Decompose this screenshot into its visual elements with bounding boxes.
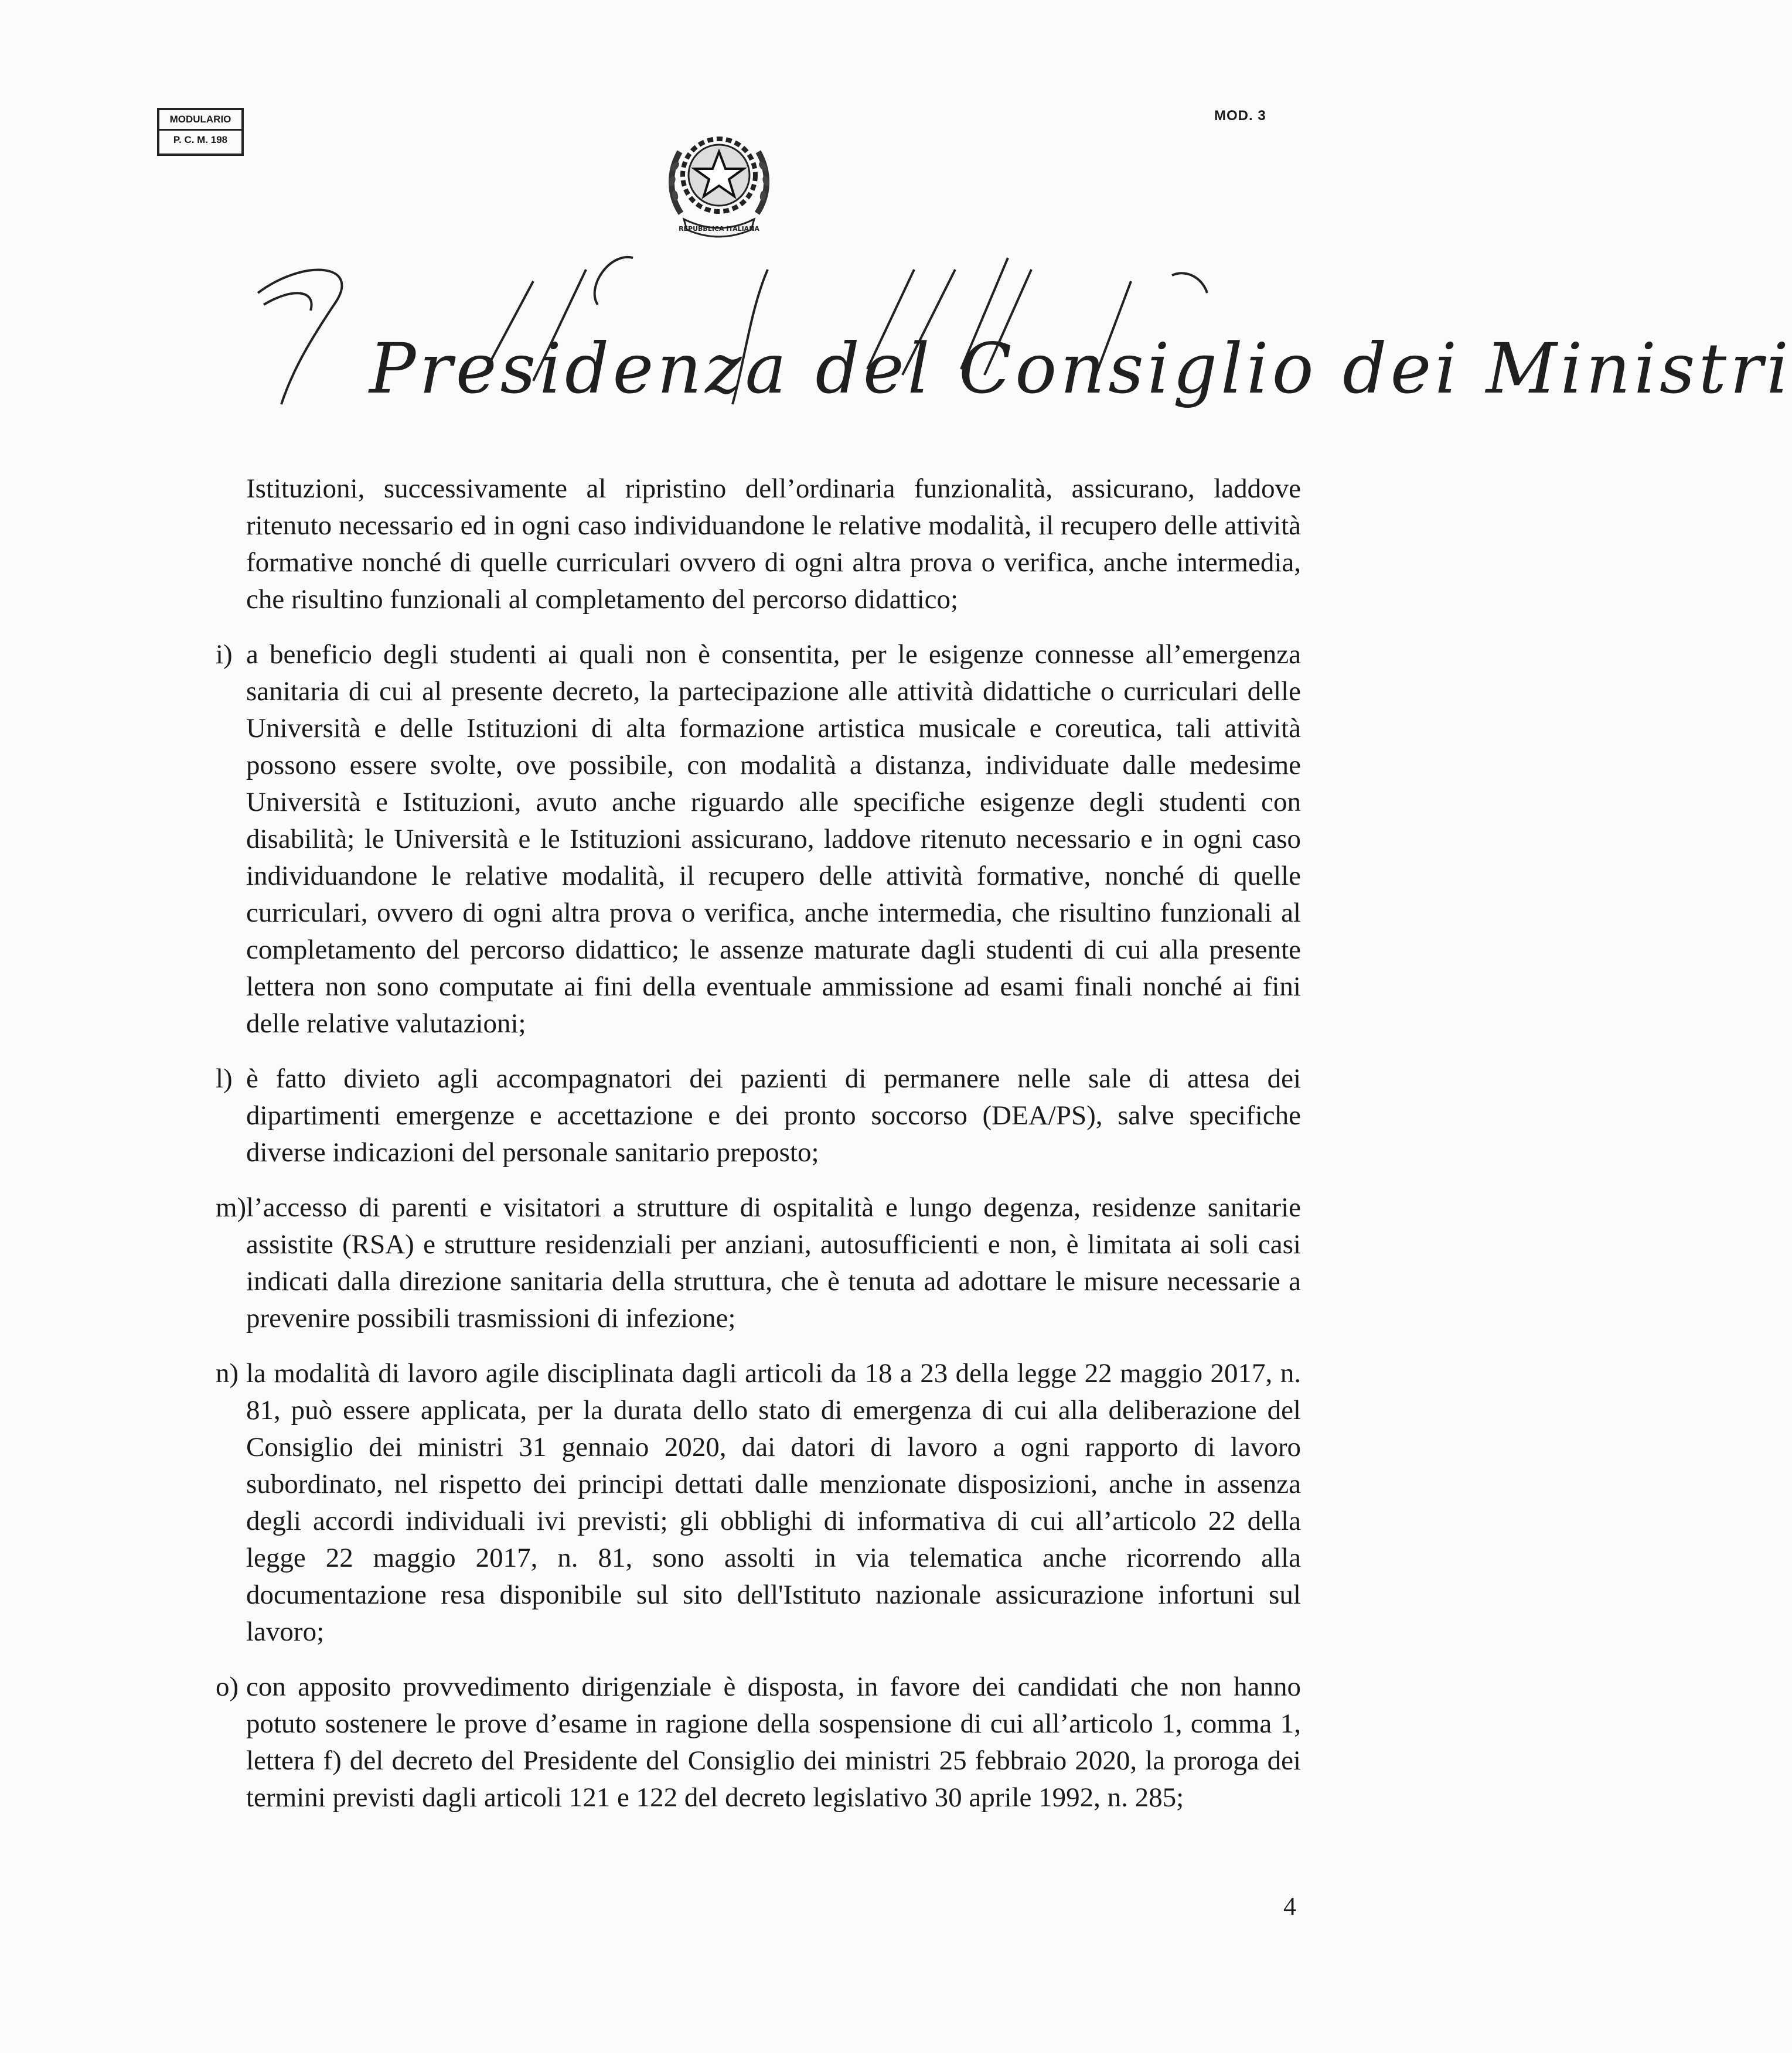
- modulario-stamp: [157, 108, 244, 156]
- modulario-line-1: MODULARIO: [159, 110, 241, 131]
- letterhead-title: [176, 234, 1792, 410]
- emblem-ribbon-text: REPUBBLICA ITALIANA: [679, 225, 759, 233]
- list-item-text: l’accesso di parenti e visitatori a strutture di ospitalità e lungo degenza, residenze sanitarie assistite (RSA) e strutture residenziali per anziani, autosufficienti e non, è limitata ai soli casi indicati dalla direzione sanitaria della struttura, che è tenuta ad adottare le misure necessarie a prevenire possibili trasmissioni di infezione;: [246, 1192, 1301, 1334]
- list-item-text: è fatto divieto agli accompagnatori dei pazienti di permanere nelle sale di attesa dei dipartimenti emergenze e accettazione e dei pronto soccorso (DEA/PS), salve specifiche diverse indicazioni del personale sanitario preposto;: [246, 1063, 1301, 1168]
- republic-emblem-icon: [657, 120, 781, 243]
- list-item-text: con apposito provvedimento dirigenziale è disposta, in favore dei candidati che non hanno potuto sostenere le prove d’esame in ragione della sospensione di cui all’articolo 1, comma 1, lettera f) del decreto del Presidente del Consiglio dei ministri 25 febbraio 2020, la proroga dei termini previsti dagli articoli 121 e 122 del decreto legislativo 30 aprile 1992, n. 285;: [246, 1672, 1301, 1813]
- list-item-n: [218, 1355, 1301, 1650]
- list-item-text: la modalità di lavoro agile disciplinata dagli articoli da 18 a 23 della legge 22 maggio 2017, n. 81, può essere applicata, per la durata dello stato di emergenza di cui alla deliberazione del Consiglio dei ministri 31 gennaio 2020, dai datori di lavoro a ogni rapporto di lavoro subordinato, nel rispetto dei principi dettati dalle menzionate disposizioni, anche in assenza degli accordi individuali ivi previsti; gli obblighi di informativa di cui all’articolo 22 della legge 22 maggio 2017, n. 81, sono assolti in via telematica anche ricorrendo alla documentazione resa disponibile sul sito dell'Istituto nazionale assicurazione infortuni sul lavoro;: [246, 1358, 1301, 1647]
- intro-paragraph: Istituzioni, successivamente al ripristino dell’ordinaria funzionalità, assicurano, laddove ritenuto necessario ed in ogni caso individuandone le relative modalità, il recupero delle attività formative nonché di quelle curriculari ovvero di ogni altra prova o verifica, anche intermedia, che risultino funzionali al completamento del percorso didattico;: [246, 473, 1301, 615]
- list-marker: i): [216, 639, 233, 670]
- modulario-line-2: P. C. M. 198: [173, 134, 228, 145]
- list-item-m: [218, 1189, 1301, 1337]
- list-item-o: [218, 1669, 1301, 1816]
- mod-label: MOD. 3: [1214, 108, 1266, 124]
- list-marker: m): [216, 1192, 247, 1223]
- list-marker: l): [216, 1063, 233, 1094]
- list-marker: n): [216, 1358, 239, 1389]
- list-item-i: [218, 636, 1301, 1042]
- page-number: 4: [1283, 1892, 1296, 1921]
- letterhead-title-text: Presidenza del Consiglio dei Ministri: [369, 328, 1792, 409]
- list-marker: o): [216, 1672, 239, 1702]
- list-item-text: a beneficio degli studenti ai quali non è consentita, per le esigenze connesse all’emergenza sanitaria di cui al presente decreto, la partecipazione alle attività didattiche o curriculari delle Università e delle Istituzioni di alta formazione artistica musicale e coreutica, tali attività possono essere svolte, ove possibile, con modalità a distanza, individuate dalle medesime Università e Istituzioni, avuto anche riguardo alle specifiche esigenze degli studenti con disabilità; le Università e le Istituzioni assicurano, laddove ritenuto necessario e in ogni caso individuandone le relative modalità, il recupero delle attività formative, nonché di quelle curriculari, ovvero di ogni altra prova o verifica, anche intermedia, che risultino funzionali al completamento del percorso didattico; le assenze maturate dagli studenti di cui alla presente lettera non sono computate ai fini della eventuale ammissione ad esami finali nonché ai fini delle relative valutazioni;: [246, 639, 1301, 1039]
- list-item-l: [218, 1060, 1301, 1171]
- document-body: [218, 470, 1301, 1816]
